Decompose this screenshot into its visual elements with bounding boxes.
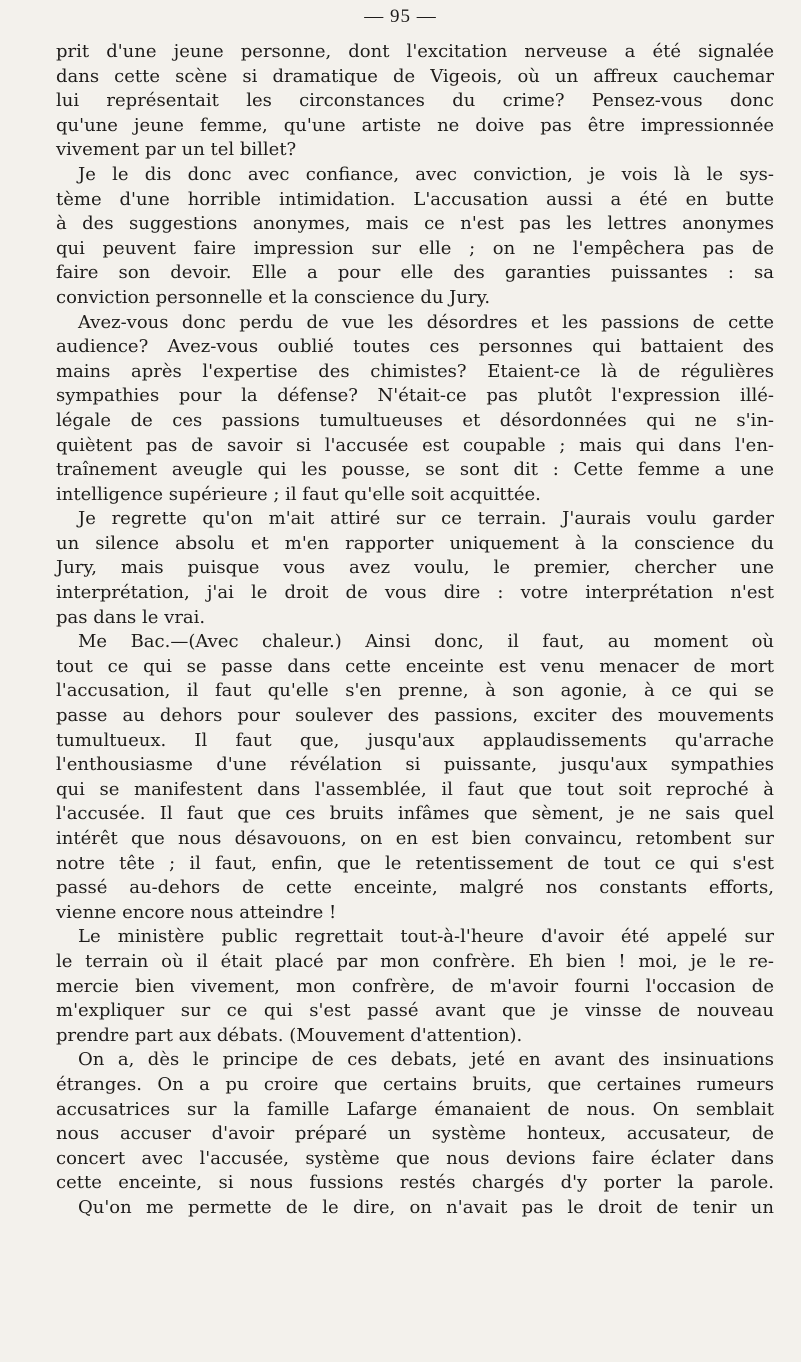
text-line: tème d'une horrible intimidation. L'accusation aussi a été en butte	[56, 188, 774, 210]
text-line: prendre part aux débats. (Mouvement d'attention).	[56, 1024, 523, 1046]
text-line: intérêt que nous désavouons, on en est bien convaincu, retombent sur	[56, 828, 774, 849]
text-line: qui peuvent faire impression sur elle ; on ne l'empêchera pas de	[56, 237, 774, 259]
text-line: traînement aveugle qui les pousse, se sont dit : Cette femme a une	[56, 459, 774, 481]
text-line: Me Bac.—(Avec chaleur.) Ainsi donc, il faut, au moment où	[78, 631, 774, 653]
text-line: notre tête ; il faut, enfin, que le retentissement de tout ce qui s'est	[56, 852, 774, 874]
text-line: Le ministère public regrettait tout-à-l'heure d'avoir été appelé sur	[78, 926, 774, 948]
text-line: qu'une jeune femme, qu'une artiste ne doive pas être impressionnée	[56, 114, 774, 136]
text-line: nous accuser d'avoir préparé un système honteux, accusateur, de	[56, 1123, 774, 1145]
text-line: sympathies pour la défense? N'était-ce pas plutôt l'expression illé-	[56, 385, 774, 407]
text-line: Avez-vous donc perdu de vue les désordres et les passions de cette	[78, 311, 774, 333]
text-line: Je le dis donc avec confiance, avec conviction, je vois là le sys-	[78, 163, 774, 185]
text-line: mains après l'expertise des chimistes? Etaient-ce là de régulières	[56, 360, 774, 382]
text-line: tout ce qui se passe dans cette enceinte est venu menacer de mort	[56, 655, 774, 677]
text-line: Jury, mais puisque vous avez voulu, le premier, chercher une	[56, 557, 774, 579]
text-line: l'accusée. Il faut que ces bruits infâmes que sèment, je ne sais quel	[56, 803, 774, 825]
text-line: le terrain où il était placé par mon confrère. Eh bien ! moi, je le re-	[56, 950, 774, 972]
text-line: faire son devoir. Elle a pour elle des garanties puissantes : sa	[56, 262, 774, 284]
text-line: conviction personnelle et la conscience du Jury.	[56, 286, 491, 308]
text-line: légale de ces passions tumultueuses et désordonnées qui ne s'in-	[56, 409, 774, 431]
text-line: l'accusation, il faut qu'elle s'en prenne, à son agonie, à ce qui se	[56, 680, 774, 702]
text-line: lui représentait les circonstances du crime? Pensez-vous donc	[56, 90, 774, 112]
text-line: dans cette scène si dramatique de Vigeois, où un affreux cauchemar	[56, 65, 774, 87]
text-line: quiètent pas de savoir si l'accusée est coupable ; mais qui dans l'en-	[56, 434, 774, 456]
text-line: l'enthousiasme d'une révélation si puissante, jusqu'aux sympathies	[56, 754, 774, 776]
text-line: vivement par un tel billet?	[56, 139, 297, 161]
text-line: intelligence supérieure ; il faut qu'elle soit acquittée.	[56, 483, 541, 505]
text-line: On a, dès le principe de ces debats, jeté en avant des insinuations	[78, 1049, 774, 1071]
text-line: à des suggestions anonymes, mais ce n'est pas les lettres anonymes	[56, 213, 774, 235]
text-line: prit d'une jeune personne, dont l'excitation nerveuse a été signalée	[56, 41, 774, 62]
text-line: vienne encore nous atteindre !	[56, 901, 337, 923]
text-line: un silence absolu et m'en rapporter uniquement à la conscience du	[56, 532, 774, 554]
text-line: mercie bien vivement, mon confrère, de m'avoir fourni l'occasion de	[56, 975, 774, 997]
text-line: Qu'on me permette de le dire, on n'avait pas le droit de tenir un	[78, 1196, 774, 1218]
text-line: passe au dehors pour soulever des passions, exciter des mouvements	[56, 705, 774, 727]
body-text	[56, 40, 774, 1221]
page-number: — 95 —	[364, 6, 437, 27]
text-line: étranges. On a pu croire que certains bruits, que certaines rumeurs	[56, 1073, 774, 1095]
text-line: audience? Avez-vous oublié toutes ces personnes qui battaient des	[56, 336, 774, 358]
text-line: m'expliquer sur ce qui s'est passé avant que je vinsse de nouveau	[56, 1000, 774, 1022]
text-line: passé au-dehors de cette enceinte, malgré nos constants efforts,	[56, 877, 774, 899]
text-line: accusatrices sur la famille Lafarge émanaient de nous. On semblait	[56, 1098, 774, 1120]
text-line: pas dans le vrai.	[56, 606, 206, 628]
text-line: Je regrette qu'on m'ait attiré sur ce terrain. J'aurais voulu garder	[78, 508, 774, 530]
text-line: qui se manifestent dans l'assemblée, il faut que tout soit reproché à	[56, 778, 774, 800]
text-line: cette enceinte, si nous fussions restés chargés d'y porter la parole.	[56, 1172, 774, 1194]
text-line: concert avec l'accusée, système que nous devions faire éclater dans	[56, 1147, 774, 1169]
text-line: interprétation, j'ai le droit de vous dire : votre interprétation n'est	[56, 582, 774, 604]
text-line: tumultueux. Il faut que, jusqu'aux applaudissements qu'arrache	[56, 729, 774, 751]
